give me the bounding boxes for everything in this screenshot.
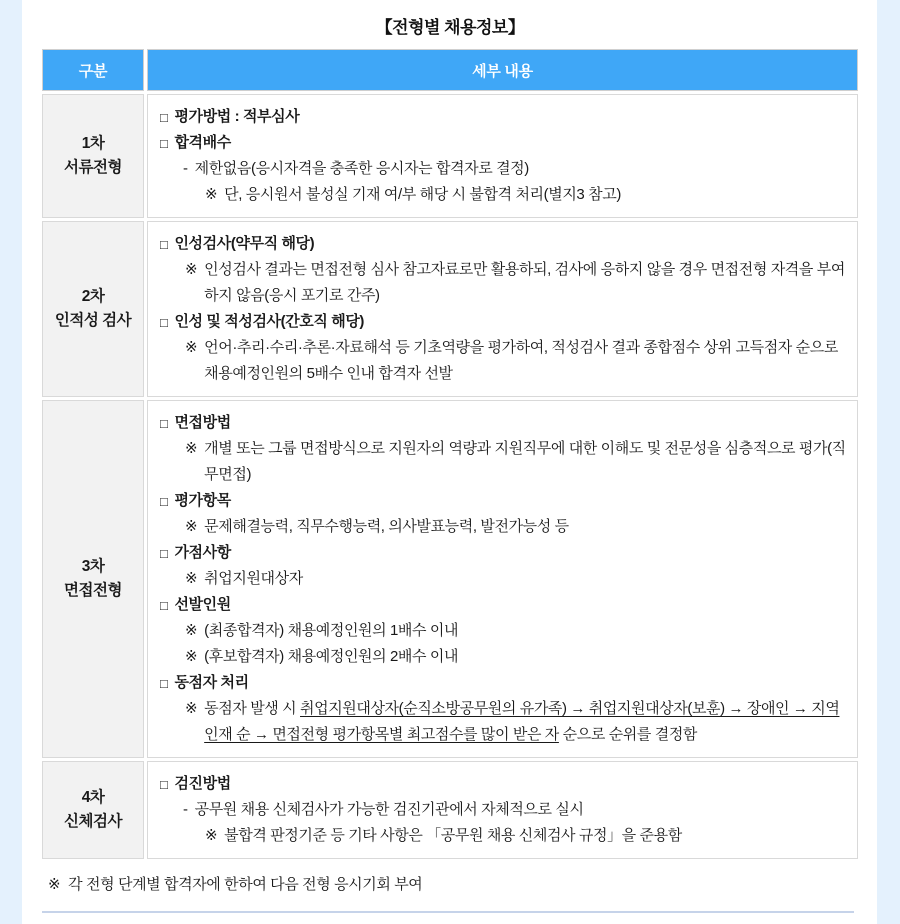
detail-heading (160, 130, 851, 156)
table-header-row (42, 49, 858, 91)
detail-text: 공무원 채용 신체검사가 가능한 검진기관에서 자체적으로 실시 (194, 801, 584, 818)
detail-note (160, 436, 851, 488)
footer-note (48, 874, 858, 896)
detail-text: 문제해결능력, 직무수행능력, 의사발표능력, 발전가능성 등 (204, 518, 569, 535)
document-content (42, 0, 858, 913)
detail-heading (160, 410, 851, 436)
reference-mark-icon: ※ (48, 876, 61, 893)
table-row (42, 761, 858, 859)
reference-mark-icon: ※ (185, 339, 198, 356)
detail-note (160, 644, 851, 670)
square-bullet-icon: □ (160, 546, 168, 561)
detail-text: 인성검사(약무직 해당) (174, 235, 315, 252)
underlined-text: 취업지원대상자(순직소방공무원의 유가족) → 취업지원대상자(보훈) → 장애인 → 지역인재 순 → 면접전형 평가항목별 최고점수를 많이 받은 자 (204, 700, 840, 743)
detail-heading (160, 592, 851, 618)
reference-mark-icon: ※ (185, 518, 198, 535)
reference-mark-icon: ※ (185, 261, 198, 278)
square-bullet-icon: □ (160, 136, 168, 151)
dash-bullet-icon: - (183, 160, 188, 177)
square-bullet-icon: □ (160, 676, 168, 691)
detail-text: 검진방법 (174, 775, 231, 792)
table-body (42, 94, 858, 859)
reference-mark-icon: ※ (205, 186, 218, 203)
stage-label-cell: 2차 인적성 검사 (42, 221, 144, 397)
detail-note (160, 823, 851, 849)
square-bullet-icon: □ (160, 237, 168, 252)
detail-note (160, 156, 851, 182)
detail-note (160, 514, 851, 540)
stage-details-cell (147, 761, 858, 859)
stage-details-cell (147, 221, 858, 397)
reference-mark-icon: ※ (185, 440, 198, 457)
detail-text: 제한없음(응시자격을 충족한 응시자는 합격자로 결정) (194, 160, 529, 177)
detail-text: 선발인원 (174, 596, 231, 613)
reference-mark-icon: ※ (185, 622, 198, 639)
detail-text: 인성 및 적성검사(간호직 해당) (174, 313, 365, 330)
detail-note (160, 797, 851, 823)
detail-text: 가점사항 (174, 544, 231, 561)
reference-mark-icon: ※ (185, 700, 198, 717)
stage-details-cell (147, 94, 858, 218)
square-bullet-icon: □ (160, 777, 168, 792)
square-bullet-icon: □ (160, 315, 168, 330)
detail-text: (최종합격자) 채용예정인원의 1배수 이내 (204, 622, 459, 639)
reference-mark-icon: ※ (185, 648, 198, 665)
detail-text: 개별 또는 그룹 면접방식으로 지원자의 역량과 지원직무에 대한 이해도 및 전문성을 심층적으로 평가(직무면접) (204, 440, 846, 483)
detail-heading (160, 540, 851, 566)
detail-heading (160, 670, 851, 696)
left-margin-strip (0, 0, 22, 924)
detail-heading (160, 309, 851, 335)
stage-label-cell: 4차 신체검사 (42, 761, 144, 859)
detail-heading (160, 771, 851, 797)
detail-text: 단, 응시원서 불성실 기재 여/부 해당 시 불합격 처리(별지3 참고) (224, 186, 621, 203)
detail-text: (후보합격자) 채용예정인원의 2배수 이내 (204, 648, 459, 665)
footer-note-text: 각 전형 단계별 합격자에 한하여 다음 전형 응시기회 부여 (68, 876, 423, 893)
detail-note (160, 335, 851, 387)
detail-note (160, 257, 851, 309)
detail-heading (160, 488, 851, 514)
detail-text: 불합격 판정기준 등 기타 사항은 「공무원 채용 신체검사 규정」을 준용함 (224, 827, 682, 844)
stage-details-cell (147, 400, 858, 758)
detail-text: 인성검사 결과는 면접전형 심사 참고자료로만 활용하되, 검사에 응하지 않을 경우 면접전형 자격을 부여하지 않음(응시 포기로 간주) (204, 261, 845, 304)
detail-text: 평가방법 : 적부심사 (174, 108, 300, 125)
detail-text: 면접방법 (174, 414, 231, 431)
detail-text: 동점자 처리 (174, 674, 249, 691)
detail-note (160, 566, 851, 592)
stage-label-cell: 1차 서류전형 (42, 94, 144, 218)
square-bullet-icon: □ (160, 494, 168, 509)
right-margin-strip (877, 0, 900, 924)
detail-note (160, 696, 851, 748)
detail-text: 합격배수 (174, 134, 231, 151)
detail-note (160, 618, 851, 644)
square-bullet-icon: □ (160, 416, 168, 431)
column-header-details: 세부 내용 (147, 49, 858, 91)
recruitment-info-table (39, 46, 861, 862)
detail-text: 동점자 발생 시 취업지원대상자(순직소방공무원의 유가족) → 취업지원대상자(보훈) → 장애인 → 지역인재 순 → 면접전형 평가항목별 최고점수를 많이 받은 자 순으로 순위를 결정함 (204, 700, 840, 743)
column-header-category: 구분 (42, 49, 144, 91)
square-bullet-icon: □ (160, 598, 168, 613)
reference-mark-icon: ※ (185, 570, 198, 587)
page-title: 【전형별 채용정보】 (375, 18, 525, 37)
table-row (42, 400, 858, 758)
detail-heading (160, 231, 851, 257)
detail-note (160, 182, 851, 208)
table-row (42, 221, 858, 397)
table-row (42, 94, 858, 218)
detail-text: 언어·추리·수리·추론·자료해석 등 기초역량을 평가하여, 적성검사 결과 종합점수 상위 고득점자 순으로 채용예정인원의 5배수 인내 합격자 선발 (204, 339, 838, 382)
stage-label-cell: 3차 면접전형 (42, 400, 144, 758)
reference-mark-icon: ※ (205, 827, 218, 844)
detail-text: 취업지원대상자 (204, 570, 303, 587)
square-bullet-icon: □ (160, 110, 168, 125)
bottom-divider (42, 911, 854, 913)
dash-bullet-icon: - (183, 801, 188, 818)
detail-text: 평가항목 (174, 492, 231, 509)
detail-heading (160, 104, 851, 130)
